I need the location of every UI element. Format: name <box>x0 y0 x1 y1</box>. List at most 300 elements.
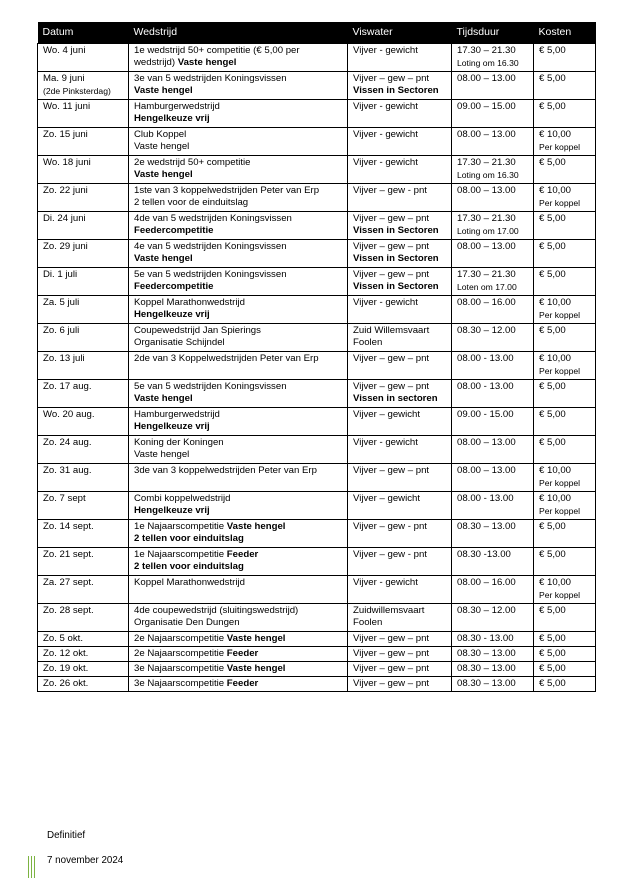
cell-viswater-line1: Vijver - gewicht <box>353 128 418 140</box>
table-row <box>38 155 596 183</box>
col-header-datum: Datum <box>38 22 129 43</box>
cell-datum <box>38 99 129 127</box>
cell-tijdsduur-line1: 17.30 – 21.30 <box>457 44 516 56</box>
table-row <box>38 646 596 661</box>
cell-viswater-line2: Vissen in Sectoren <box>353 252 439 264</box>
cell-datum <box>38 71 129 99</box>
cell-tijdsduur-line2: Loten om 17.00 <box>457 281 517 292</box>
cell-wedstrijd-line2: Feedercompetitie <box>134 224 214 236</box>
cell-viswater-line1: Vijver – gew – pnt <box>353 632 430 644</box>
cell-viswater-line1: Vijver - gewicht <box>353 156 418 168</box>
cell-wedstrijd-line2: Vaste hengel <box>134 448 190 460</box>
cell-tijdsduur-line1: 08.30 – 13.00 <box>457 677 516 689</box>
cell-wedstrijd-line2: Feedercompetitie <box>134 280 214 292</box>
cell-datum <box>38 295 129 323</box>
cell-datum <box>38 676 129 691</box>
cell-viswater-line1: Vijver – gewicht <box>353 408 421 420</box>
cell-wedstrijd-line1: 4de coupewedstrijd (sluitingswedstrijd) <box>134 604 299 616</box>
cell-tijdsduur-line1: 08.00 – 13.00 <box>457 72 516 84</box>
table-row <box>38 295 596 323</box>
cell-datum-line1: Zo. 17 aug. <box>43 380 92 392</box>
cell-tijdsduur-line1: 08.00 – 13.00 <box>457 240 516 252</box>
cell-viswater-line1: Vijver – gewicht <box>353 492 421 504</box>
cell-tijdsduur-line1: 17.30 – 21.30 <box>457 268 516 280</box>
cell-kosten-line2: Per koppel <box>539 505 581 516</box>
cell-datum <box>38 267 129 295</box>
cell-wedstrijd-line2: 2 tellen voor einduitslag <box>134 560 244 572</box>
cell-tijdsduur-line1: 08.30 - 13.00 <box>457 632 514 644</box>
cell-datum-line2: (2de Pinksterdag) <box>43 85 111 96</box>
cell-viswater-line2: Foolen <box>353 336 383 348</box>
table-row <box>38 661 596 676</box>
cell-wedstrijd-line1: 1e Najaarscompetitie Feeder <box>134 548 259 560</box>
cell-viswater <box>348 323 452 351</box>
cell-kosten-line1: € 5,00 <box>539 436 566 448</box>
table-row <box>38 323 596 351</box>
cell-datum <box>38 351 129 379</box>
cell-viswater <box>348 603 452 631</box>
table-row <box>38 211 596 239</box>
cell-wedstrijd-line1: 3de van 3 koppelwedstrijden Peter van Erp <box>134 464 317 476</box>
cell-wedstrijd-line2: Vaste hengel <box>134 140 190 152</box>
cell-viswater-line1: Vijver - gewicht <box>353 44 418 56</box>
cell-wedstrijd <box>129 661 348 676</box>
cell-datum-line1: Zo. 7 sept <box>43 492 86 504</box>
table-row <box>38 183 596 211</box>
cell-datum-line1: Di. 1 juli <box>43 268 78 280</box>
cell-datum-line1: Za. 5 juli <box>43 296 80 308</box>
cell-tijdsduur <box>452 183 534 211</box>
cell-datum-line1: Zo. 12 okt. <box>43 647 89 659</box>
cell-tijdsduur <box>452 239 534 267</box>
cell-datum-line1: Wo. 11 juni <box>43 100 91 112</box>
cell-wedstrijd-line1: 2e wedstrijd 50+ competitie <box>134 156 251 168</box>
cell-wedstrijd-line2: Vaste hengel <box>134 392 193 404</box>
cell-datum <box>38 127 129 155</box>
cell-kosten <box>534 603 596 631</box>
cell-datum <box>38 323 129 351</box>
cell-viswater-line1: Vijver – gew – pnt <box>353 647 430 659</box>
cell-viswater-line1: Vijver – gew - pnt <box>353 548 427 560</box>
cell-viswater-line1: Vijver – gew – pnt <box>353 677 430 689</box>
cell-tijdsduur-line2: Loting om 16.30 <box>457 57 519 68</box>
cell-datum <box>38 646 129 661</box>
col-header-tijdsduur: Tijdsduur <box>452 22 534 43</box>
cell-datum <box>38 603 129 631</box>
cell-viswater <box>348 71 452 99</box>
cell-kosten <box>534 99 596 127</box>
cell-wedstrijd <box>129 99 348 127</box>
cell-tijdsduur <box>452 603 534 631</box>
cell-tijdsduur-line1: 08.00 - 13.00 <box>457 352 514 364</box>
cell-tijdsduur-line1: 17.30 – 21.30 <box>457 212 516 224</box>
cell-kosten-line1: € 5,00 <box>539 408 566 420</box>
cell-kosten <box>534 676 596 691</box>
cell-kosten-line2: Per koppel <box>539 309 581 320</box>
cell-datum <box>38 43 129 71</box>
cell-wedstrijd-line1: Koning der Koningen <box>134 436 224 448</box>
cell-kosten-line1: € 5,00 <box>539 72 566 84</box>
table-row <box>38 239 596 267</box>
cell-tijdsduur-line1: 08.00 – 13.00 <box>457 184 516 196</box>
header-row <box>38 22 596 43</box>
table-row <box>38 463 596 491</box>
cell-wedstrijd-line1: Combi koppelwedstrijd <box>134 492 231 504</box>
cell-tijdsduur <box>452 646 534 661</box>
cell-viswater <box>348 155 452 183</box>
cell-tijdsduur <box>452 463 534 491</box>
cell-datum <box>38 379 129 407</box>
cell-kosten-line1: € 5,00 <box>539 604 566 616</box>
cell-datum-line1: Zo. 28 sept. <box>43 604 94 616</box>
cell-viswater <box>348 183 452 211</box>
cell-wedstrijd <box>129 547 348 575</box>
cell-tijdsduur-line1: 08.30 – 12.00 <box>457 604 516 616</box>
cell-wedstrijd <box>129 491 348 519</box>
cell-tijdsduur <box>452 575 534 603</box>
cell-tijdsduur-line1: 08.30 -13.00 <box>457 548 511 560</box>
cell-tijdsduur <box>452 99 534 127</box>
cell-viswater-line1: Vijver – gew – pnt <box>353 240 430 252</box>
table-row <box>38 631 596 646</box>
cell-datum <box>38 435 129 463</box>
table-row <box>38 407 596 435</box>
schedule-table <box>37 22 596 692</box>
cell-tijdsduur <box>452 211 534 239</box>
cell-kosten <box>534 183 596 211</box>
cell-kosten-line1: € 5,00 <box>539 520 566 532</box>
cell-kosten <box>534 267 596 295</box>
cell-wedstrijd-line2: Vaste hengel <box>134 84 193 96</box>
cell-kosten-line1: € 5,00 <box>539 44 566 56</box>
cell-wedstrijd-line1: 1e Najaarscompetitie Vaste hengel <box>134 520 286 532</box>
cell-wedstrijd <box>129 295 348 323</box>
cell-tijdsduur-line2: Loting om 16.30 <box>457 169 519 180</box>
cell-viswater-line1: Vijver – gew - pnt <box>353 520 427 532</box>
cell-kosten-line1: € 10,00 <box>539 128 572 140</box>
cell-kosten-line1: € 10,00 <box>539 464 572 476</box>
cell-tijdsduur <box>452 323 534 351</box>
cell-datum-line1: Za. 27 sept. <box>43 576 94 588</box>
cell-datum-line1: Zo. 5 okt. <box>43 632 83 644</box>
cell-wedstrijd-line1: Koppel Marathonwedstrijd <box>134 296 245 308</box>
cell-kosten <box>534 491 596 519</box>
cell-kosten <box>534 323 596 351</box>
table-row <box>38 676 596 691</box>
cell-viswater-line1: Vijver - gewicht <box>353 296 418 308</box>
cell-wedstrijd-line2: Hengelkeuze vrij <box>134 420 210 432</box>
cell-tijdsduur-line1: 08.30 – 13.00 <box>457 662 516 674</box>
cell-kosten <box>534 463 596 491</box>
cell-kosten <box>534 127 596 155</box>
cell-viswater <box>348 491 452 519</box>
cell-tijdsduur <box>452 155 534 183</box>
cell-kosten <box>534 435 596 463</box>
table-row <box>38 267 596 295</box>
cell-wedstrijd-line2: Hengelkeuze vrij <box>134 112 210 124</box>
cell-tijdsduur-line2: Loting om 17.00 <box>457 225 519 236</box>
table-row <box>38 99 596 127</box>
cell-tijdsduur-line1: 08.00 – 13.00 <box>457 128 516 140</box>
table-row <box>38 435 596 463</box>
cell-viswater <box>348 676 452 691</box>
cell-wedstrijd-line1: 3e Najaarscompetitie Feeder <box>134 677 259 689</box>
cell-viswater-line1: Vijver – gew - pnt <box>353 184 427 196</box>
cell-wedstrijd <box>129 239 348 267</box>
cell-viswater-line2: Foolen <box>353 616 383 628</box>
footer-accent-lines <box>28 856 38 878</box>
cell-datum <box>38 575 129 603</box>
cell-tijdsduur-line1: 09.00 – 15.00 <box>457 100 516 112</box>
cell-viswater <box>348 239 452 267</box>
cell-wedstrijd-line1: 2e Najaarscompetitie Vaste hengel <box>134 632 286 644</box>
cell-viswater-line1: Vijver – gew – pnt <box>353 212 430 224</box>
cell-tijdsduur <box>452 351 534 379</box>
cell-tijdsduur <box>452 491 534 519</box>
cell-viswater <box>348 295 452 323</box>
cell-wedstrijd-line1: 5e van 5 wedstrijden Koningsvissen <box>134 268 287 280</box>
cell-wedstrijd <box>129 379 348 407</box>
col-header-viswater: Viswater <box>348 22 452 43</box>
cell-viswater-line1: Vijver – gew – pnt <box>353 662 430 674</box>
cell-viswater <box>348 631 452 646</box>
cell-tijdsduur-line1: 08.00 - 13.00 <box>457 380 514 392</box>
cell-viswater <box>348 547 452 575</box>
cell-viswater <box>348 463 452 491</box>
table-row <box>38 43 596 71</box>
cell-viswater-line1: Vijver – gew – pnt <box>353 352 430 364</box>
cell-viswater-line1: Vijver – gew – pnt <box>353 464 430 476</box>
cell-kosten <box>534 71 596 99</box>
cell-wedstrijd-line2: Vaste hengel <box>134 252 193 264</box>
cell-wedstrijd-line1: Koppel Marathonwedstrijd <box>134 576 245 588</box>
cell-wedstrijd-line1: 5e van 5 wedstrijden Koningsvissen <box>134 380 287 392</box>
cell-viswater-line1: Vijver - gewicht <box>353 576 418 588</box>
document-date: 7 november 2024 <box>47 855 124 866</box>
cell-tijdsduur-line1: 09.00 - 15.00 <box>457 408 514 420</box>
cell-viswater-line1: Vijver – gew – pnt <box>353 380 430 392</box>
cell-tijdsduur <box>452 547 534 575</box>
cell-wedstrijd <box>129 407 348 435</box>
cell-viswater <box>348 99 452 127</box>
cell-kosten-line1: € 5,00 <box>539 100 566 112</box>
cell-kosten-line1: € 5,00 <box>539 324 566 336</box>
cell-viswater <box>348 43 452 71</box>
cell-wedstrijd <box>129 676 348 691</box>
cell-datum-line1: Wo. 18 juni <box>43 156 91 168</box>
cell-viswater-line2: Vissen in Sectoren <box>353 280 439 292</box>
cell-datum-line1: Zo. 13 juli <box>43 352 85 364</box>
cell-viswater-line2: Vissen in Sectoren <box>353 224 439 236</box>
cell-wedstrijd <box>129 183 348 211</box>
cell-wedstrijd-line2: Organisatie Schijndel <box>134 336 225 348</box>
cell-tijdsduur-line1: 08.30 – 12.00 <box>457 324 516 336</box>
cell-wedstrijd <box>129 435 348 463</box>
cell-datum-line1: Zo. 29 juni <box>43 240 88 252</box>
cell-datum <box>38 491 129 519</box>
cell-kosten-line2: Per koppel <box>539 589 581 600</box>
cell-datum <box>38 547 129 575</box>
cell-tijdsduur <box>452 407 534 435</box>
cell-wedstrijd <box>129 127 348 155</box>
cell-wedstrijd <box>129 519 348 547</box>
cell-kosten <box>534 407 596 435</box>
cell-datum <box>38 211 129 239</box>
cell-wedstrijd-line1: Hamburgerwedstrijd <box>134 100 220 112</box>
cell-kosten-line1: € 10,00 <box>539 296 572 308</box>
cell-kosten <box>534 547 596 575</box>
cell-kosten <box>534 211 596 239</box>
cell-viswater <box>348 519 452 547</box>
cell-tijdsduur-line1: 17.30 – 21.30 <box>457 156 516 168</box>
cell-tijdsduur <box>452 435 534 463</box>
cell-wedstrijd-line1: 2de van 3 Koppelwedstrijden Peter van Erp <box>134 352 319 364</box>
table-row <box>38 603 596 631</box>
cell-kosten-line1: € 10,00 <box>539 184 572 196</box>
cell-kosten <box>534 519 596 547</box>
cell-wedstrijd-line1: 1e wedstrijd 50+ competitie (€ 5,00 per <box>134 44 300 56</box>
cell-viswater-line1: Zuid Willemsvaart <box>353 324 430 336</box>
cell-viswater-line1: Vijver – gew – pnt <box>353 268 430 280</box>
cell-kosten <box>534 575 596 603</box>
cell-kosten <box>534 155 596 183</box>
cell-wedstrijd <box>129 43 348 71</box>
cell-wedstrijd-line1: 2e Najaarscompetitie Feeder <box>134 647 259 659</box>
table-row <box>38 491 596 519</box>
cell-datum <box>38 519 129 547</box>
cell-wedstrijd-line1: 3e van 5 wedstrijden Koningsvissen <box>134 72 287 84</box>
cell-viswater-line1: Vijver – gew – pnt <box>353 72 430 84</box>
cell-viswater-line2: Vissen in Sectoren <box>353 84 439 96</box>
cell-kosten <box>534 43 596 71</box>
cell-tijdsduur <box>452 379 534 407</box>
cell-datum <box>38 631 129 646</box>
cell-kosten-line1: € 5,00 <box>539 662 566 674</box>
cell-tijdsduur <box>452 43 534 71</box>
cell-wedstrijd-line1: 4e van 5 wedstrijden Koningsvissen <box>134 240 287 252</box>
cell-viswater <box>348 661 452 676</box>
table-row <box>38 547 596 575</box>
cell-wedstrijd <box>129 646 348 661</box>
cell-wedstrijd-line1: 3e Najaarscompetitie Vaste hengel <box>134 662 286 674</box>
cell-datum-line1: Zo. 6 juli <box>43 324 80 336</box>
cell-wedstrijd <box>129 463 348 491</box>
cell-tijdsduur-line1: 08.00 - 13.00 <box>457 492 514 504</box>
table-row <box>38 71 596 99</box>
cell-kosten <box>534 295 596 323</box>
cell-wedstrijd <box>129 71 348 99</box>
cell-viswater <box>348 407 452 435</box>
cell-datum-line1: Zo. 22 juni <box>43 184 88 196</box>
cell-viswater-line1: Vijver - gewicht <box>353 436 418 448</box>
cell-kosten <box>534 631 596 646</box>
cell-kosten <box>534 239 596 267</box>
cell-datum-line1: Di. 24 juni <box>43 212 86 224</box>
cell-kosten-line2: Per koppel <box>539 141 581 152</box>
cell-kosten-line2: Per koppel <box>539 477 581 488</box>
table-row <box>38 575 596 603</box>
cell-viswater <box>348 127 452 155</box>
cell-datum <box>38 661 129 676</box>
cell-kosten-line1: € 10,00 <box>539 576 572 588</box>
cell-viswater <box>348 211 452 239</box>
cell-wedstrijd <box>129 631 348 646</box>
cell-kosten-line1: € 5,00 <box>539 632 566 644</box>
cell-wedstrijd-line2: wedstrijd) Vaste hengel <box>134 56 237 68</box>
cell-tijdsduur-line1: 08.00 – 16.00 <box>457 296 516 308</box>
cell-wedstrijd-line1: Hamburgerwedstrijd <box>134 408 220 420</box>
table-row <box>38 351 596 379</box>
cell-tijdsduur <box>452 519 534 547</box>
cell-tijdsduur-line1: 08.30 – 13.00 <box>457 520 516 532</box>
cell-kosten-line1: € 5,00 <box>539 677 566 689</box>
cell-viswater <box>348 351 452 379</box>
cell-datum <box>38 155 129 183</box>
cell-datum-line1: Ma. 9 juni <box>43 72 85 84</box>
cell-wedstrijd <box>129 211 348 239</box>
cell-tijdsduur <box>452 676 534 691</box>
cell-tijdsduur-line1: 08.00 – 16.00 <box>457 576 516 588</box>
cell-kosten-line2: Per koppel <box>539 197 581 208</box>
cell-tijdsduur <box>452 661 534 676</box>
cell-kosten <box>534 646 596 661</box>
cell-tijdsduur <box>452 127 534 155</box>
cell-datum <box>38 183 129 211</box>
document-status: Definitief <box>47 830 86 841</box>
cell-viswater <box>348 379 452 407</box>
cell-viswater-line1: Vijver - gewicht <box>353 100 418 112</box>
cell-wedstrijd-line2: Vaste hengel <box>134 168 193 180</box>
cell-kosten-line2: Per koppel <box>539 365 581 376</box>
cell-wedstrijd <box>129 351 348 379</box>
cell-kosten-line1: € 5,00 <box>539 647 566 659</box>
cell-kosten-line1: € 5,00 <box>539 212 566 224</box>
cell-tijdsduur-line1: 08.00 – 13.00 <box>457 436 516 448</box>
cell-datum-line1: Zo. 26 okt. <box>43 677 89 689</box>
cell-datum-line1: Wo. 20 aug. <box>43 408 95 420</box>
cell-wedstrijd-line1: 1ste van 3 koppelwedstrijden Peter van Erp <box>134 184 320 196</box>
cell-tijdsduur <box>452 267 534 295</box>
col-header-kosten: Kosten <box>534 22 596 43</box>
cell-wedstrijd-line2: 2 tellen voor de einduitslag <box>134 196 249 208</box>
cell-viswater <box>348 267 452 295</box>
cell-wedstrijd <box>129 603 348 631</box>
cell-wedstrijd <box>129 267 348 295</box>
cell-wedstrijd-line2: Organisatie Den Dungen <box>134 616 240 628</box>
cell-kosten-line1: € 10,00 <box>539 352 572 364</box>
cell-kosten <box>534 379 596 407</box>
table-row <box>38 379 596 407</box>
cell-kosten-line1: € 5,00 <box>539 268 566 280</box>
cell-tijdsduur <box>452 631 534 646</box>
cell-kosten-line1: € 10,00 <box>539 492 572 504</box>
cell-datum-line1: Zo. 14 sept. <box>43 520 94 532</box>
cell-viswater <box>348 435 452 463</box>
cell-datum-line1: Zo. 24 aug. <box>43 436 92 448</box>
cell-wedstrijd-line1: 4de van 5 wedstrijden Koningsvissen <box>134 212 292 224</box>
cell-wedstrijd-line1: Coupewedstrijd Jan Spierings <box>134 324 261 336</box>
cell-kosten-line1: € 5,00 <box>539 548 566 560</box>
cell-datum-line1: Zo. 31 aug. <box>43 464 92 476</box>
cell-kosten <box>534 351 596 379</box>
table-row <box>38 519 596 547</box>
cell-datum-line1: Wo. 4 juni <box>43 44 86 56</box>
cell-datum <box>38 407 129 435</box>
cell-kosten-line1: € 5,00 <box>539 240 566 252</box>
cell-wedstrijd-line2: Hengelkeuze vrij <box>134 308 210 320</box>
cell-datum-line1: Zo. 15 juni <box>43 128 88 140</box>
cell-kosten <box>534 661 596 676</box>
